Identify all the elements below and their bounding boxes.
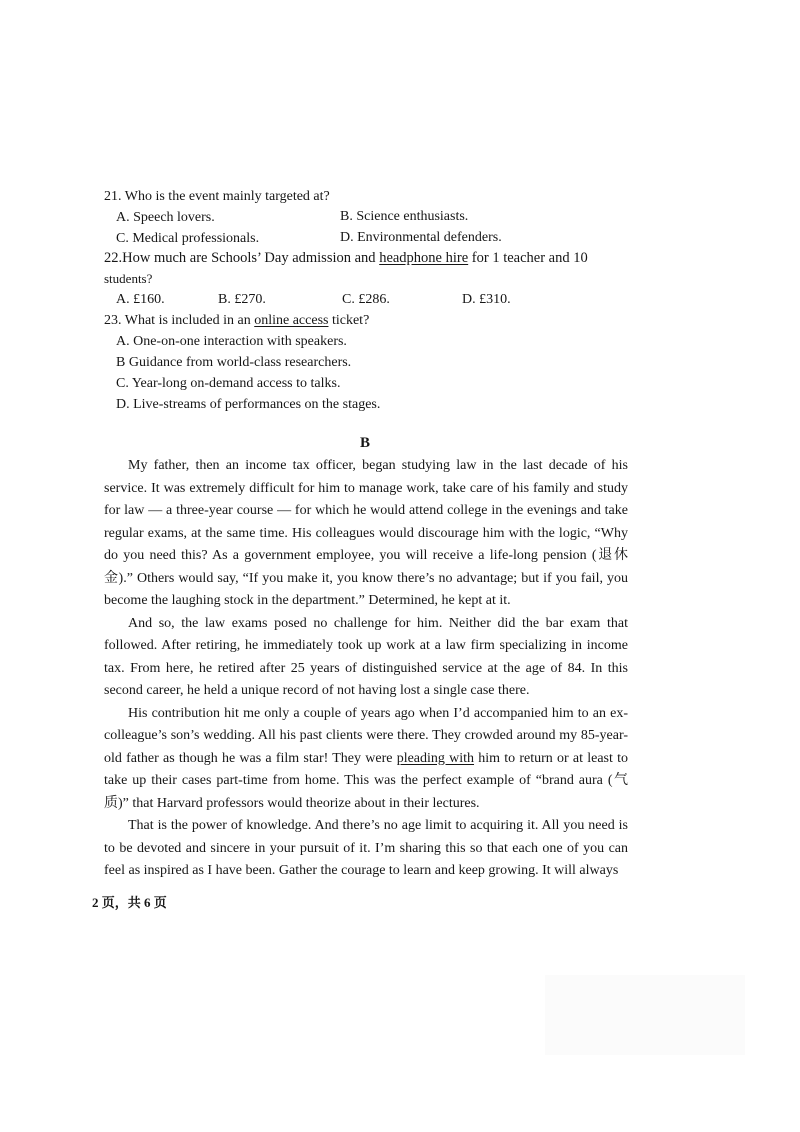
question-text: How much are Schools’ Day admission and [122, 250, 380, 266]
passage-paragraph: My father, then an income tax officer, began studying law in the last decade of his service. It was extremely difficult for him to manage work, take care of his family and study for law — a three-year course — for which he would attend college in the evenings and take regular exams, at the same time. His colleagues would discourage him with the logic, “Why do you need this? As a government employee, you will receive a life-long pension (退休金).” Others would say, “If you make it, you know there’s no advantage; but if you fail, you become the laughing stock in the department.” Determined, he kept at it. [104, 458, 628, 608]
option-c: C. Year-long on-demand access to talks. [116, 376, 341, 391]
option-b: B. Science enthusiasts. [340, 209, 469, 224]
paragraph-text-rest: him to return or at least to take up their cases part-time from home. This was the perfect example of “brand aura (气质)” that Harvard professors would theorize about in their lectures. [104, 750, 628, 811]
section-title: B [360, 435, 371, 451]
passage-paragraph: And so, the law exams posed no challenge for him. Neither did the bar exam that followed. After retiring, he immediately took up work at a law firm specializing in income tax. From here, he retired after 25 years of distinguished service at the age of 84. In this second career, he held a unique record of not having lost a single case there. [104, 615, 628, 698]
option-a: A. £160. [116, 292, 165, 307]
question-text-rest: for 1 teacher and 10 [468, 250, 588, 266]
option-a: A. One-on-one interaction with speakers. [116, 334, 347, 349]
option-b: B. £270. [218, 292, 266, 307]
option-a: A. Speech lovers. [116, 210, 215, 225]
question-23-stem [104, 312, 369, 330]
option-c: C. Medical professionals. [116, 231, 260, 246]
question-number: 21. [104, 189, 122, 204]
question-22-stem-continued: students? [104, 271, 153, 286]
question-21-stem [104, 188, 330, 206]
paragraph-text: His contribution hit me only a couple of years ago when I’d accompanied him to an ex-colleague’s son’s wedding. All his past clients were there. They crowded around my 85-year-old father as though he was a film star! They were [104, 705, 628, 766]
question-22-stem [104, 249, 588, 267]
question-number: 22. [104, 250, 123, 266]
question-text-rest: ticket? [328, 313, 370, 328]
option-c: C. £286. [342, 292, 390, 307]
option-d: D. £310. [462, 292, 511, 307]
underlined-phrase: headphone hire [379, 250, 469, 266]
option-b: B Guidance from world-class researchers. [116, 355, 352, 370]
underlined-phrase: online access [254, 313, 329, 328]
scan-artifact [545, 975, 745, 1055]
passage-paragraph: That is the power of knowledge. And there’s no age limit to acquiring it. All you need is to be devoted and sincere in your pursuit of it. I’m sharing this so that each one of you can feel as inspired as I have been. Gather the courage to learn and keep growing. It will always [104, 818, 628, 878]
passage-paragraph [104, 703, 628, 816]
reading-passage [104, 455, 628, 883]
question-number: 23. [104, 313, 122, 328]
page-number: 2 页，共 6 页 [92, 895, 167, 910]
question-text: Who is the event mainly targeted at? [124, 189, 330, 204]
question-text: What is included in an [124, 313, 255, 328]
underlined-phrase: pleading with [396, 750, 475, 766]
option-d: D. Live-streams of performances on the stages. [116, 397, 381, 412]
option-d: D. Environmental defenders. [340, 230, 502, 245]
